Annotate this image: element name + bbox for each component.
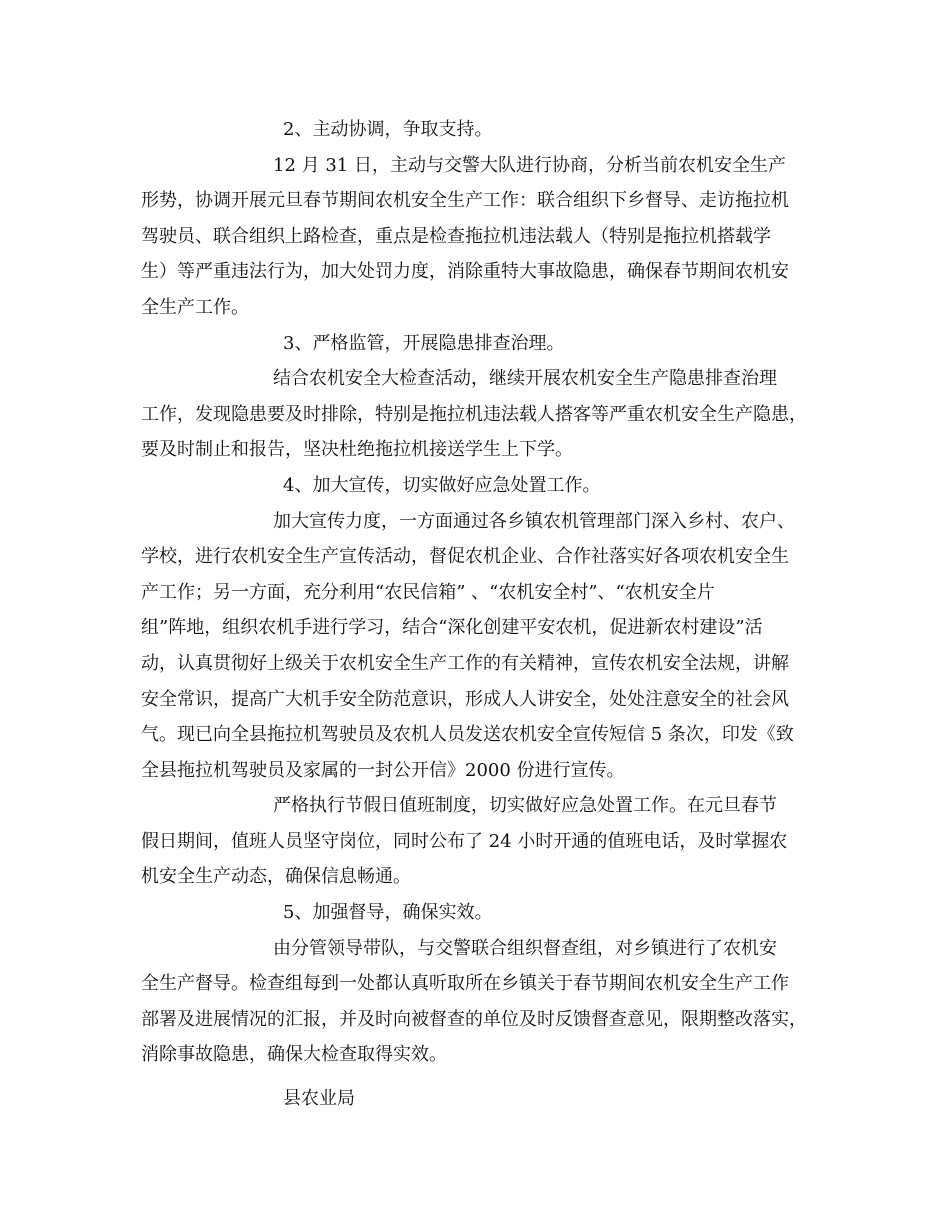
paragraph — [141, 504, 823, 789]
section-heading — [141, 326, 823, 362]
section-heading — [141, 468, 823, 504]
signature-text: 县农业局 — [283, 1088, 355, 1110]
section-heading — [141, 112, 823, 148]
heading-text: 2、主动协调，争取支持。 — [283, 119, 493, 140]
paragraph-line: 驾驶员、联合组织上路检查，重点是检查拖拉机违法载人（特别是拖拉机搭载学 — [141, 225, 771, 247]
document-body — [141, 112, 823, 1117]
paragraph — [141, 788, 823, 895]
paragraph-line: 加大宣传力度，一方面通过各乡镇农机管理部门深入乡村、农户、 — [273, 510, 795, 532]
paragraph-line: 产工作；另一方面，充分利用“农民信箱” 、“农机安全村”、“农机安全片 — [141, 581, 715, 603]
paragraph-line: 形势，协调开展元旦春节期间农机安全生产工作：联合组织下乡督导、走访拖拉机 — [141, 190, 789, 212]
paragraph-line: 工作，发现隐患要及时排除，特别是拖拉机违法载人搭客等严重农机安全生产隐患， — [141, 403, 807, 425]
paragraph-line: 部署及进展情况的汇报，并及时向被督查的单位及时反馈督查意见，限期整改落实， — [141, 1008, 807, 1030]
heading-text: 3、严格监管，开展隐患排查治理。 — [283, 332, 565, 354]
paragraph-line: 要及时制止和报告，坚决杜绝拖拉机接送学生上下学。 — [141, 439, 573, 461]
paragraph-line: 学校，进行农机安全生产宣传活动，督促农机企业、合作社落实好各项农机安全生 — [141, 546, 789, 568]
paragraph — [141, 361, 823, 468]
paragraph-line: 安全常识，提高广大机手安全防范意识，形成人人讲安全，处处注意安全的社会风 — [141, 688, 789, 710]
paragraph-line: 假日期间，值班人员坚守岗位，同时公布了 24 小时开通的值班电话，及时掌握农 — [141, 830, 788, 852]
paragraph-line: 生）等严重违法行为，加大处罚力度，消除重特大事故隐患，确保春节期间农机安 — [141, 261, 789, 283]
paragraph-line: 全县拖拉机驾驶员及家属的一封公开信》2000 份进行宣传。 — [141, 759, 625, 781]
paragraph-line: 动，认真贯彻好上级关于农机安全生产工作的有关精神，宣传农机安全法规，讲解 — [141, 652, 789, 674]
paragraph — [141, 148, 823, 326]
paragraph-line: 全生产工作。 — [141, 296, 249, 318]
paragraph-line: 结合农机安全大检查活动，继续开展农机安全生产隐患排查治理 — [273, 368, 777, 390]
paragraph-line: 严格执行节假日值班制度，切实做好应急处置工作。在元旦春节 — [273, 795, 777, 817]
paragraph-line: 机安全生产动态，确保信息畅通。 — [141, 866, 411, 888]
paragraph-line: 气。现已向全县拖拉机驾驶员及农机人员发送农机安全宣传短信 5 条次，印发《致 — [141, 724, 794, 746]
heading-text: 5、加强督导，确保实效。 — [283, 902, 493, 924]
paragraph-line: 组”阵地，组织农机手进行学习，结合“深化创建平安农机，促进新农村建设”活 — [141, 617, 763, 639]
paragraph-line: 12 月 31 日，主动与交警大队进行协商，分析当前农机安全生产 — [273, 154, 786, 176]
heading-text: 4、加大宣传，切实做好应急处置工作。 — [283, 474, 601, 496]
paragraph-line: 由分管领导带队，与交警联合组织督查组，对乡镇进行了农机安 — [273, 937, 777, 959]
paragraph-line: 全生产督导。检查组每到一处都认真听取所在乡镇关于春节期间农机安全生产工作 — [141, 973, 789, 995]
paragraph — [141, 931, 823, 1073]
section-heading — [141, 895, 823, 931]
signature-line — [141, 1081, 823, 1117]
paragraph-line: 消除事故隐患，确保大检查取得实效。 — [141, 1044, 447, 1066]
